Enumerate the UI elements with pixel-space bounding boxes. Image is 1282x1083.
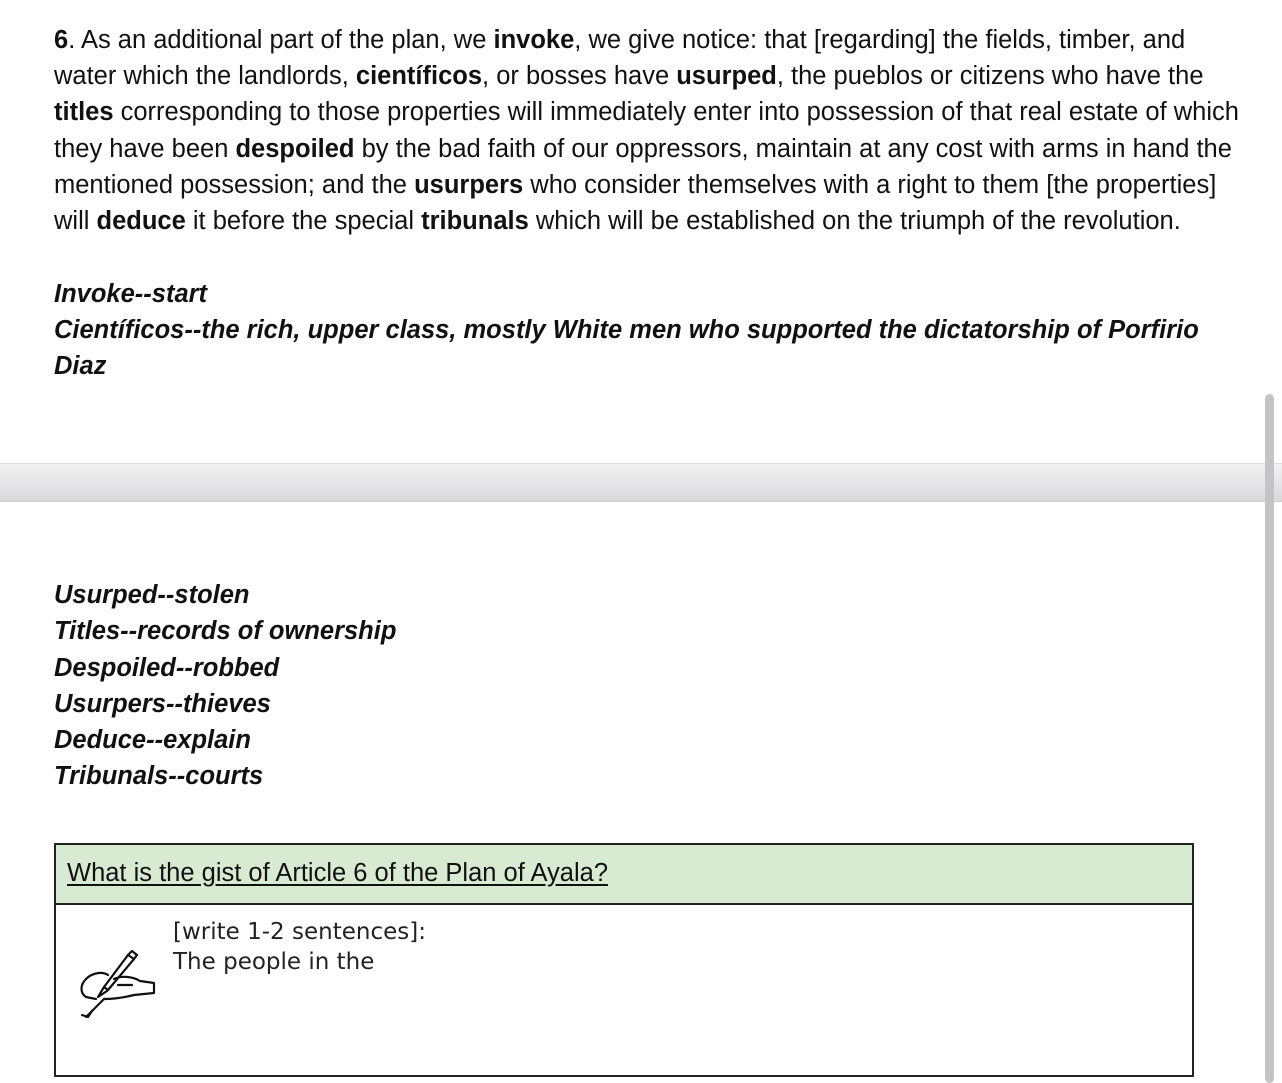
article-text-run: , the pueblos or citizens who have the (776, 62, 1204, 91)
question-prompt: What is the gist of Article 6 of the Plan of Ayala? (67, 859, 609, 887)
vertical-scrollbar[interactable] (1265, 394, 1274, 1083)
glossary-entry: Deduce--explain (54, 726, 251, 755)
glossary-top (54, 276, 1254, 385)
article-text-run: who consider themselves with a right to them [the properties] will (54, 170, 1217, 236)
vocab-term: usurped (676, 62, 777, 91)
glossary-bottom (54, 577, 754, 795)
article-number: 6 (54, 26, 69, 54)
vocab-term: deduce (96, 207, 186, 236)
writing-hand-icon (74, 949, 158, 1019)
vocab-term: tribunals (421, 207, 529, 236)
article-6-paragraph (54, 22, 1254, 239)
glossary-entry: Usurped--stolen (54, 581, 250, 609)
vocab-term: despoiled (235, 134, 355, 163)
vocab-term: titles (54, 98, 114, 127)
glossary-entry: Usurpers--thieves (54, 689, 271, 718)
answer-area[interactable] (173, 917, 426, 977)
answer-cell[interactable] (56, 905, 1192, 1075)
glossary-entry: Invoke--start (54, 280, 208, 308)
answer-text[interactable]: The people in the (173, 949, 375, 975)
question-table (54, 843, 1194, 1077)
glossary-entry: Titles--records of ownership (54, 617, 397, 646)
vocab-term: invoke (493, 26, 575, 54)
page-break (0, 463, 1282, 502)
article-text-run: which will be established on the triumph of the revolution. (528, 207, 1181, 236)
article-text-run: . As an additional part of the plan, we (68, 26, 494, 54)
article-text-run: corresponding to those properties will immediately enter into possession of that real estate of which they have been (54, 98, 1239, 163)
vocab-term: usurpers (414, 170, 524, 199)
question-header (56, 845, 1192, 905)
article-text-run: by the bad faith of our oppressors, maintain at any cost with arms in hand the mentioned possession; and the (54, 134, 1232, 199)
article-text-run: , or bosses have (482, 62, 677, 91)
article-text-run: , we give notice: that [regarding] the fields, timber, and water which the landlords, (54, 26, 1186, 91)
glossary-entry: Científicos--the rich, upper class, mostly White men who supported the dictatorship of Porfirio Diaz (54, 316, 1199, 381)
answer-instruction: [write 1-2 sentences]: (173, 919, 426, 945)
glossary-entry: Despoiled--robbed (54, 653, 280, 682)
article-text-run: it before the special (185, 207, 422, 236)
article-text (54, 26, 1239, 235)
glossary-entry: Tribunals--courts (54, 762, 264, 791)
vocab-term: científicos (355, 62, 483, 91)
